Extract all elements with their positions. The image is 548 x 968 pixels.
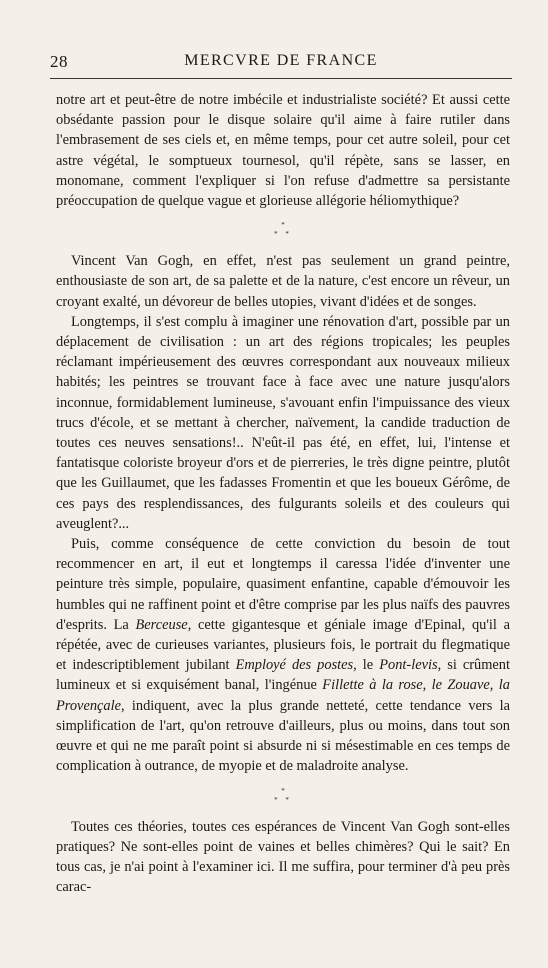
section-separator-1 (56, 211, 510, 251)
paragraph-3: Longtemps, il s'est complu à imaginer une rénovation d'art, possible par un déplacement de civilisation : un art des régions tropicales; les peuples réclamant impérieusement des œuvres correspondant aux nouveaux milieux habités; les peintres se trouvant face à face avec une nature jusqu'alors inconnue, formidablement lumineuse, s'avouant enfin l'impuissance des vieux trucs d'école, et se mettant à chercher, naïvement, la candide traduction de toutes ces neuves sensations!.. N'eût-il pas été, en effet, lui, l'intense et fantatisque coloriste broyeur d'ors et de pierreries, le très digne peintre, plutôt que les Guillaumet, que les fadasses Fromentin et que les boueux Gérôme, de ces pays des resplendissances, des fulgurants soleils et des couleurs qui aveuglent?... (56, 313, 510, 532)
separator-star-top: * (281, 786, 285, 795)
paragraph-4 (56, 534, 510, 776)
paragraph-4-segment: , le (353, 657, 380, 674)
page-number: 28 (50, 52, 68, 71)
paragraph-5: Toutes ces théories, toutes ces espérances de Vincent Van Gogh sont-elles pratiques? Ne sont-elles point de vaines et belles chimères? Qui le sait? En tous cas, je n'ai point à l'examiner ici. Il me suffira, pour terminer d'à peu près carac- (56, 818, 510, 896)
title-le-zouave: le Zouave (431, 677, 490, 694)
paragraph-4-segment: , (422, 677, 432, 694)
text-body (56, 90, 510, 897)
separator-stars-bottom: * * (274, 230, 292, 239)
running-head: MERCVRE DE FRANCE (184, 52, 378, 69)
paragraph-2: Vincent Van Gogh, en effet, n'est pas seulement un grand peintre, enthousiaste de son art, de sa palette et de la nature, c'est encore un rêveur, un croyant exalté, un dévoreur de belles utopies, vivant d'idées et de songes. (56, 253, 510, 310)
page-header (50, 52, 512, 74)
section-separator-2 (56, 777, 510, 817)
paragraph-1: notre art et peut-être de notre imbécile et industrialiste société? Et aussi cette obsédante passion pour le disque solaire qu'il aime à faire rutiler dans l'embrasement de ses ciels et, en même temps, pour cet autre soleil, pour cet astre végétal, le somptueux tournesol, qu'il répète, sans se lasser, en monomane, comment l'expliquer si l'on refuse d'admettre sa persistante préoccupation de quelque vague et glorieuse allégorie héliomythique? (56, 92, 510, 210)
paragraph-4-segment: Puis, comme conséquence de cette conviction du besoin de tout recommencer en art, il eut et longtemps il caressa l'idée d'inventer une peinture très simple, populaire, quasiment enfantine, capable d'émouvoir les humbles qui ne raffinent point et d'être comprise par les plus naïfs des pauvres d'esprits. La (56, 536, 510, 633)
title-berceuse: Berceuse (135, 616, 188, 633)
title-fillette-a-la-rose: Fillette à la rose (322, 677, 423, 694)
paragraph-4-segment: , si crûment lumineux et si exquisément banal, l'ingénue (56, 657, 511, 694)
title-la-provencale: la Provençale (56, 677, 510, 714)
title-employe-des-postes: Employé des postes (235, 657, 354, 674)
paragraph-4-segment: , cette gigantesque et géniale image d'Epinal, qu'il a répétée, avec de curieuses variantes, plusieurs fois, le portrait du flegmatique et indescriptiblement jubilant (56, 616, 510, 674)
separator-stars-bottom: * * (274, 795, 292, 804)
title-pont-levis: Pont-levis (379, 657, 438, 674)
header-rule (50, 78, 512, 79)
paragraph-4-segment: , indiquent, avec la plus grande netteté, cette tendance vers la simplification de l'art, qu'on retrouve d'ailleurs, plus ou moins, dans tout son œuvre et qui ne me paraît point si absurde ni si mésestimable en ces temps de complication à outrance, de myopie et de maladroite analyse. (56, 697, 510, 775)
paragraph-4-segment: , (489, 677, 499, 694)
separator-star-top: * (281, 221, 285, 230)
